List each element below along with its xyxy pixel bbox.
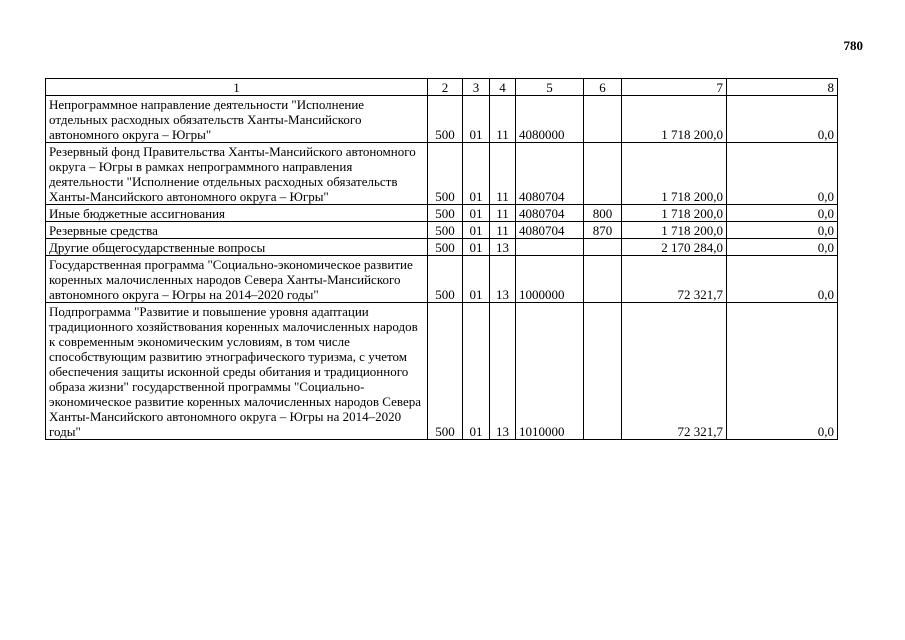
- row-name: Государственная программа "Социально-экономическое развитие коренных малочисленных народов Севера Ханты-Мансийского автономного округа – Югры на 2014–2020 годы": [46, 256, 428, 303]
- row-col-8: 0,0: [727, 96, 838, 143]
- row-col-6: [584, 256, 622, 303]
- row-col-7: 1 718 200,0: [622, 205, 727, 222]
- row-col-2: 500: [428, 256, 463, 303]
- row-col-5: 4080704: [516, 222, 584, 239]
- row-col-4: 13: [490, 303, 516, 440]
- header-cell-2: 2: [428, 79, 463, 96]
- page-number: 780: [843, 38, 863, 53]
- row-col-3: 01: [463, 143, 490, 205]
- row-col-2: 500: [428, 239, 463, 256]
- table-row: [46, 239, 838, 256]
- header-cell-7: 7: [622, 79, 727, 96]
- row-col-7: 1 718 200,0: [622, 143, 727, 205]
- table-row: [46, 256, 838, 303]
- row-col-7: 1 718 200,0: [622, 222, 727, 239]
- row-col-6: 870: [584, 222, 622, 239]
- table-row: [46, 143, 838, 205]
- row-col-2: 500: [428, 222, 463, 239]
- row-name: Резервный фонд Правительства Ханты-Мансийского автономного округа – Югры в рамках непрограммного направления деятельности "Исполнение отдельных расходных обязательств Ханты-Мансийского автономного округа – Югры": [46, 143, 428, 205]
- row-col-4: 11: [490, 205, 516, 222]
- header-cell-4: 4: [490, 79, 516, 96]
- row-col-2: 500: [428, 143, 463, 205]
- row-col-8: 0,0: [727, 239, 838, 256]
- row-col-8: 0,0: [727, 303, 838, 440]
- row-col-3: 01: [463, 239, 490, 256]
- row-col-4: 11: [490, 222, 516, 239]
- row-col-2: 500: [428, 96, 463, 143]
- row-col-4: 13: [490, 239, 516, 256]
- row-col-5: [516, 239, 584, 256]
- row-col-5: 4080704: [516, 205, 584, 222]
- row-col-8: 0,0: [727, 256, 838, 303]
- row-col-5: 4080000: [516, 96, 584, 143]
- row-col-7: 72 321,7: [622, 303, 727, 440]
- row-col-6: [584, 96, 622, 143]
- header-cell-3: 3: [463, 79, 490, 96]
- row-col-3: 01: [463, 205, 490, 222]
- row-col-6: 800: [584, 205, 622, 222]
- row-col-5: 4080704: [516, 143, 584, 205]
- row-col-8: 0,0: [727, 222, 838, 239]
- header-row: [46, 79, 838, 96]
- budget-table: [45, 78, 838, 440]
- row-col-4: 11: [490, 143, 516, 205]
- table-row: [46, 205, 838, 222]
- row-col-6: [584, 143, 622, 205]
- row-col-3: 01: [463, 96, 490, 143]
- row-col-7: 72 321,7: [622, 256, 727, 303]
- row-name: Резервные средства: [46, 222, 428, 239]
- table-row: [46, 222, 838, 239]
- row-col-4: 11: [490, 96, 516, 143]
- row-col-2: 500: [428, 303, 463, 440]
- header-cell-5: 5: [516, 79, 584, 96]
- row-col-8: 0,0: [727, 205, 838, 222]
- row-col-2: 500: [428, 205, 463, 222]
- row-name: Другие общегосударственные вопросы: [46, 239, 428, 256]
- table-row: [46, 96, 838, 143]
- header-cell-1: 1: [46, 79, 428, 96]
- row-col-3: 01: [463, 303, 490, 440]
- header-cell-6: 6: [584, 79, 622, 96]
- row-col-8: 0,0: [727, 143, 838, 205]
- row-name: Иные бюджетные ассигнования: [46, 205, 428, 222]
- row-name: Непрограммное направление деятельности "Исполнение отдельных расходных обязательств Ханты-Мансийского автономного округа – Югры": [46, 96, 428, 143]
- row-col-5: 1000000: [516, 256, 584, 303]
- header-cell-8: 8: [727, 79, 838, 96]
- row-col-5: 1010000: [516, 303, 584, 440]
- row-col-7: 1 718 200,0: [622, 96, 727, 143]
- row-col-4: 13: [490, 256, 516, 303]
- row-col-3: 01: [463, 256, 490, 303]
- row-col-6: [584, 239, 622, 256]
- row-col-6: [584, 303, 622, 440]
- table-row: [46, 303, 838, 440]
- row-name: Подпрограмма "Развитие и повышение уровня адаптации традиционного хозяйствования коренных малочисленных народов к современным экономическим условиям, в том числе способствующим развитию этнографического туризма, с учетом обеспечения защиты исконной среды обитания и традиционного образа жизни" государственной программы "Социально-экономическое развитие коренных малочисленных народов Севера Ханты-Мансийского автономного округа – Югры на 2014–2020 годы": [46, 303, 428, 440]
- row-col-3: 01: [463, 222, 490, 239]
- row-col-7: 2 170 284,0: [622, 239, 727, 256]
